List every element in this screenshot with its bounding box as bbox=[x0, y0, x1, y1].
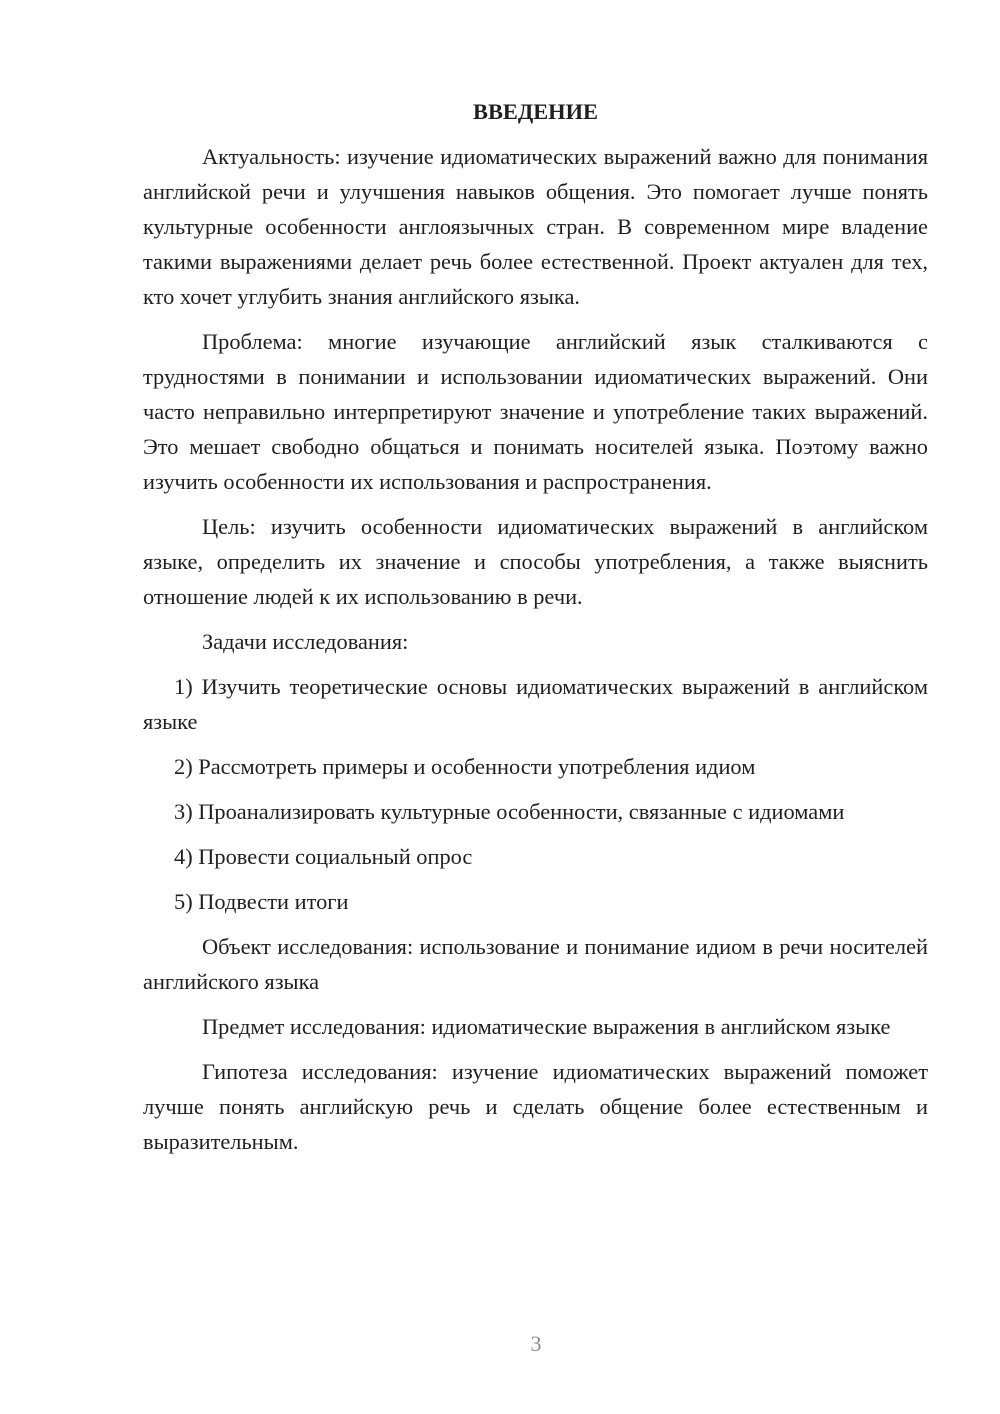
task-item-3: 3) Проанализировать культурные особенности, связанные с идиомами bbox=[174, 799, 845, 824]
paragraph-object: Объект исследования: использование и понимание идиом в речи носителей английского языка bbox=[143, 934, 928, 994]
paragraph-subject: Предмет исследования: идиоматические выражения в английском языке bbox=[202, 1014, 891, 1039]
paragraph-relevance: Актуальность: изучение идиоматических выражений важно для понимания английской речи и улучшения навыков общения. Это помогает лучше понять культурные особенности англоязычных стран. В современном мире владение такими выражениями делает речь более естественной. Проект актуален для тех, кто хочет углубить знания английского языка. bbox=[143, 144, 928, 309]
task-item-2: 2) Рассмотреть примеры и особенности употребления идиом bbox=[174, 754, 756, 779]
paragraph-problem: Проблема: многие изучающие английский язык сталкиваются с трудностями в понимании и использовании идиоматических выражений. Они часто неправильно интерпретируют значение и употребление таких выражений. Это мешает свободно общаться и понимать носителей языка. Поэтому важно изучить особенности их использования и распространения. bbox=[143, 329, 928, 494]
task-item-1: 1) Изучить теоретические основы идиоматических выражений в английском языке bbox=[143, 674, 928, 734]
task-item-5: 5) Подвести итоги bbox=[174, 889, 349, 914]
paragraph-hypothesis: Гипотеза исследования: изучение идиоматических выражений поможет лучше понять английскую речь и сделать общение более естественным и выразительным. bbox=[143, 1059, 928, 1154]
task-item-4: 4) Провести социальный опрос bbox=[174, 844, 473, 869]
paragraph-tasks-heading: Задачи исследования: bbox=[202, 629, 409, 654]
page-content bbox=[143, 94, 928, 1169]
page-number: 3 bbox=[530, 1331, 542, 1356]
page-title: ВВЕДЕНИЕ bbox=[473, 99, 598, 124]
paragraph-goal: Цель: изучить особенности идиоматических выражений в английском языке, определить их значение и способы употребления, а также выяснить отношение людей к их использованию в речи. bbox=[143, 514, 928, 609]
